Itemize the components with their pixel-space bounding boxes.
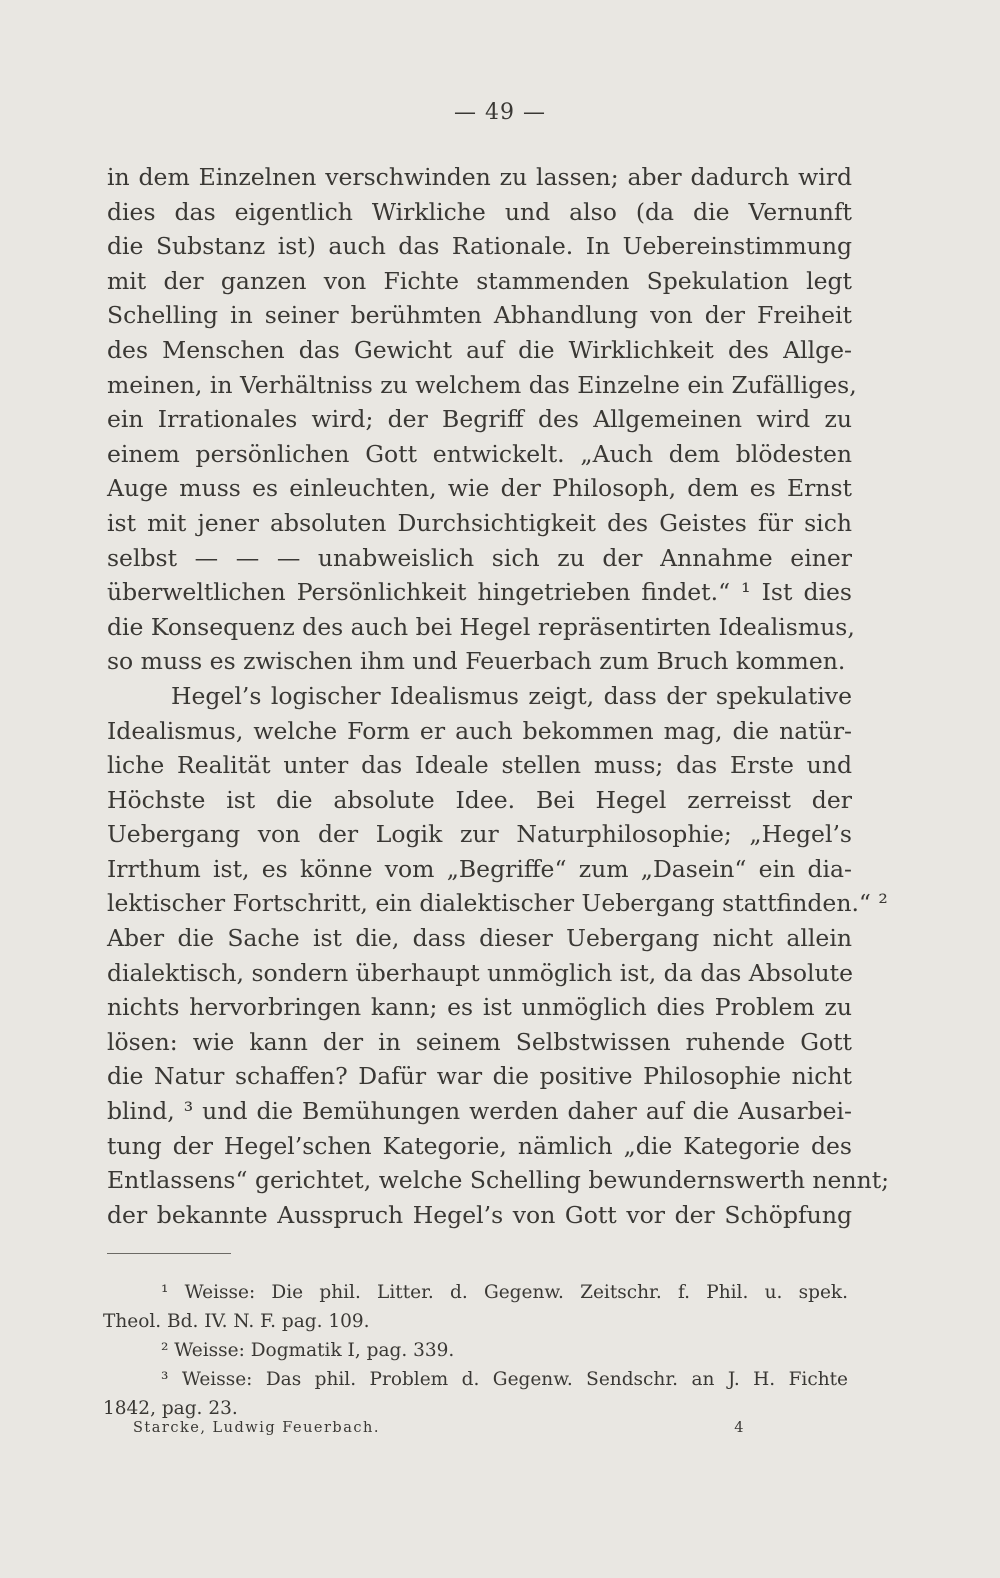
footnote-line: Theol. Bd. IV. N. F. pag. 109. <box>103 1311 370 1332</box>
main-text <box>107 160 890 1232</box>
text-line: mit der ganzen von Fichte stammenden Spekulation legt <box>107 266 852 295</box>
footnote-line: ¹ Weisse: Die phil. Litter. d. Gegenw. Zeitschr. f. Phil. u. spek. <box>161 1282 848 1303</box>
text-line: lösen: wie kann der in seinem Selbstwissen ruhende Gott <box>107 1027 852 1056</box>
footnote-line: ² Weisse: Dogmatik I, pag. 339. <box>161 1340 455 1361</box>
text-line: lektischer Fortschritt, ein dialektischer Uebergang stattfinden.“ ² <box>107 889 888 918</box>
text-line: nichts hervorbringen kann; es ist unmöglich dies Problem zu <box>107 993 852 1022</box>
text-line: so muss es zwischen ihm und Feuerbach zum Bruch kommen. <box>107 647 846 676</box>
text-line: liche Realität unter das Ideale stellen muss; das Erste und <box>107 751 852 780</box>
text-line: Idealismus, welche Form er auch bekommen mag, die natür- <box>107 716 852 745</box>
text-line: Irrthum ist, es könne vom „Begriffe“ zum „Dasein“ ein dia- <box>107 854 852 883</box>
text-line: selbst — — — unabweislich sich zu der Annahme einer <box>107 543 852 572</box>
text-line: ist mit jener absoluten Durchsichtigkeit des Geistes für sich <box>107 508 852 537</box>
text-line: überweltlichen Persönlichkeit hingetrieben findet.“ ¹ Ist dies <box>107 578 852 607</box>
text-line: Höchste ist die absolute Idee. Bei Hegel zerreisst der <box>107 785 852 814</box>
text-line: in dem Einzelnen verschwinden zu lassen; aber dadurch wird <box>107 163 852 191</box>
footnote-divider <box>107 1253 231 1254</box>
text-line: Schelling in seiner berühmten Abhandlung von der Freiheit <box>107 301 852 330</box>
text-line: blind, ³ und die Bemühungen werden daher auf die Ausarbei- <box>107 1097 852 1126</box>
footnote-line: ³ Weisse: Das phil. Problem d. Gegenw. Sendschr. an J. H. Fichte <box>161 1369 848 1390</box>
text-line: Entlassens“ gerichtet, welche Schelling bewundernswerth nennt; <box>107 1166 890 1195</box>
text-line: der bekannte Ausspruch Hegel’s von Gott vor der Schöpfung <box>107 1200 852 1229</box>
text-line: die Konsequenz des auch bei Hegel repräsentirten Idealismus, <box>107 612 855 641</box>
text-line: meinen, in Verhältniss zu welchem das Einzelne ein Zufälliges, <box>107 370 857 399</box>
footnotes <box>103 1278 848 1423</box>
page-number: — 49 — <box>454 100 546 125</box>
footnote-line: 1842, pag. 23. <box>103 1398 238 1419</box>
text-line: ein Irrationales wird; der Begriff des Allgemeinen wird zu <box>107 405 852 434</box>
text-line: Aber die Sache ist die, dass dieser Uebergang nicht allein <box>107 924 852 953</box>
text-line: die Substanz ist) auch das Rationale. In Uebereinstimmung <box>107 232 852 261</box>
text-line: Uebergang von der Logik zur Naturphilosophie; „Hegel’s <box>107 820 852 849</box>
text-line: Auge muss es einleuchten, wie der Philosoph, dem es Ernst <box>107 474 852 503</box>
text-line: dies das eigentlich Wirkliche und also (da die Vernunft <box>107 197 852 226</box>
text-line: tung der Hegel’schen Kategorie, nämlich „die Kategorie des <box>107 1131 852 1160</box>
text-line: des Menschen das Gewicht auf die Wirklichkeit des Allge- <box>107 335 852 364</box>
text-line: die Natur schaffen? Dafür war die positive Philosophie nicht <box>107 1062 852 1091</box>
text-line: dialektisch, sondern überhaupt unmöglich ist, da das Absolute <box>107 958 854 987</box>
footer-signature: Starcke, Ludwig Feuerbach. <box>133 1420 380 1436</box>
text-line: Hegel’s logischer Idealismus zeigt, dass der spekulative <box>171 681 852 710</box>
text-line: einem persönlichen Gott entwickelt. „Auch dem blödesten <box>107 439 852 468</box>
signature-mark: 4 <box>734 1420 745 1436</box>
page-footer <box>133 1420 745 1436</box>
